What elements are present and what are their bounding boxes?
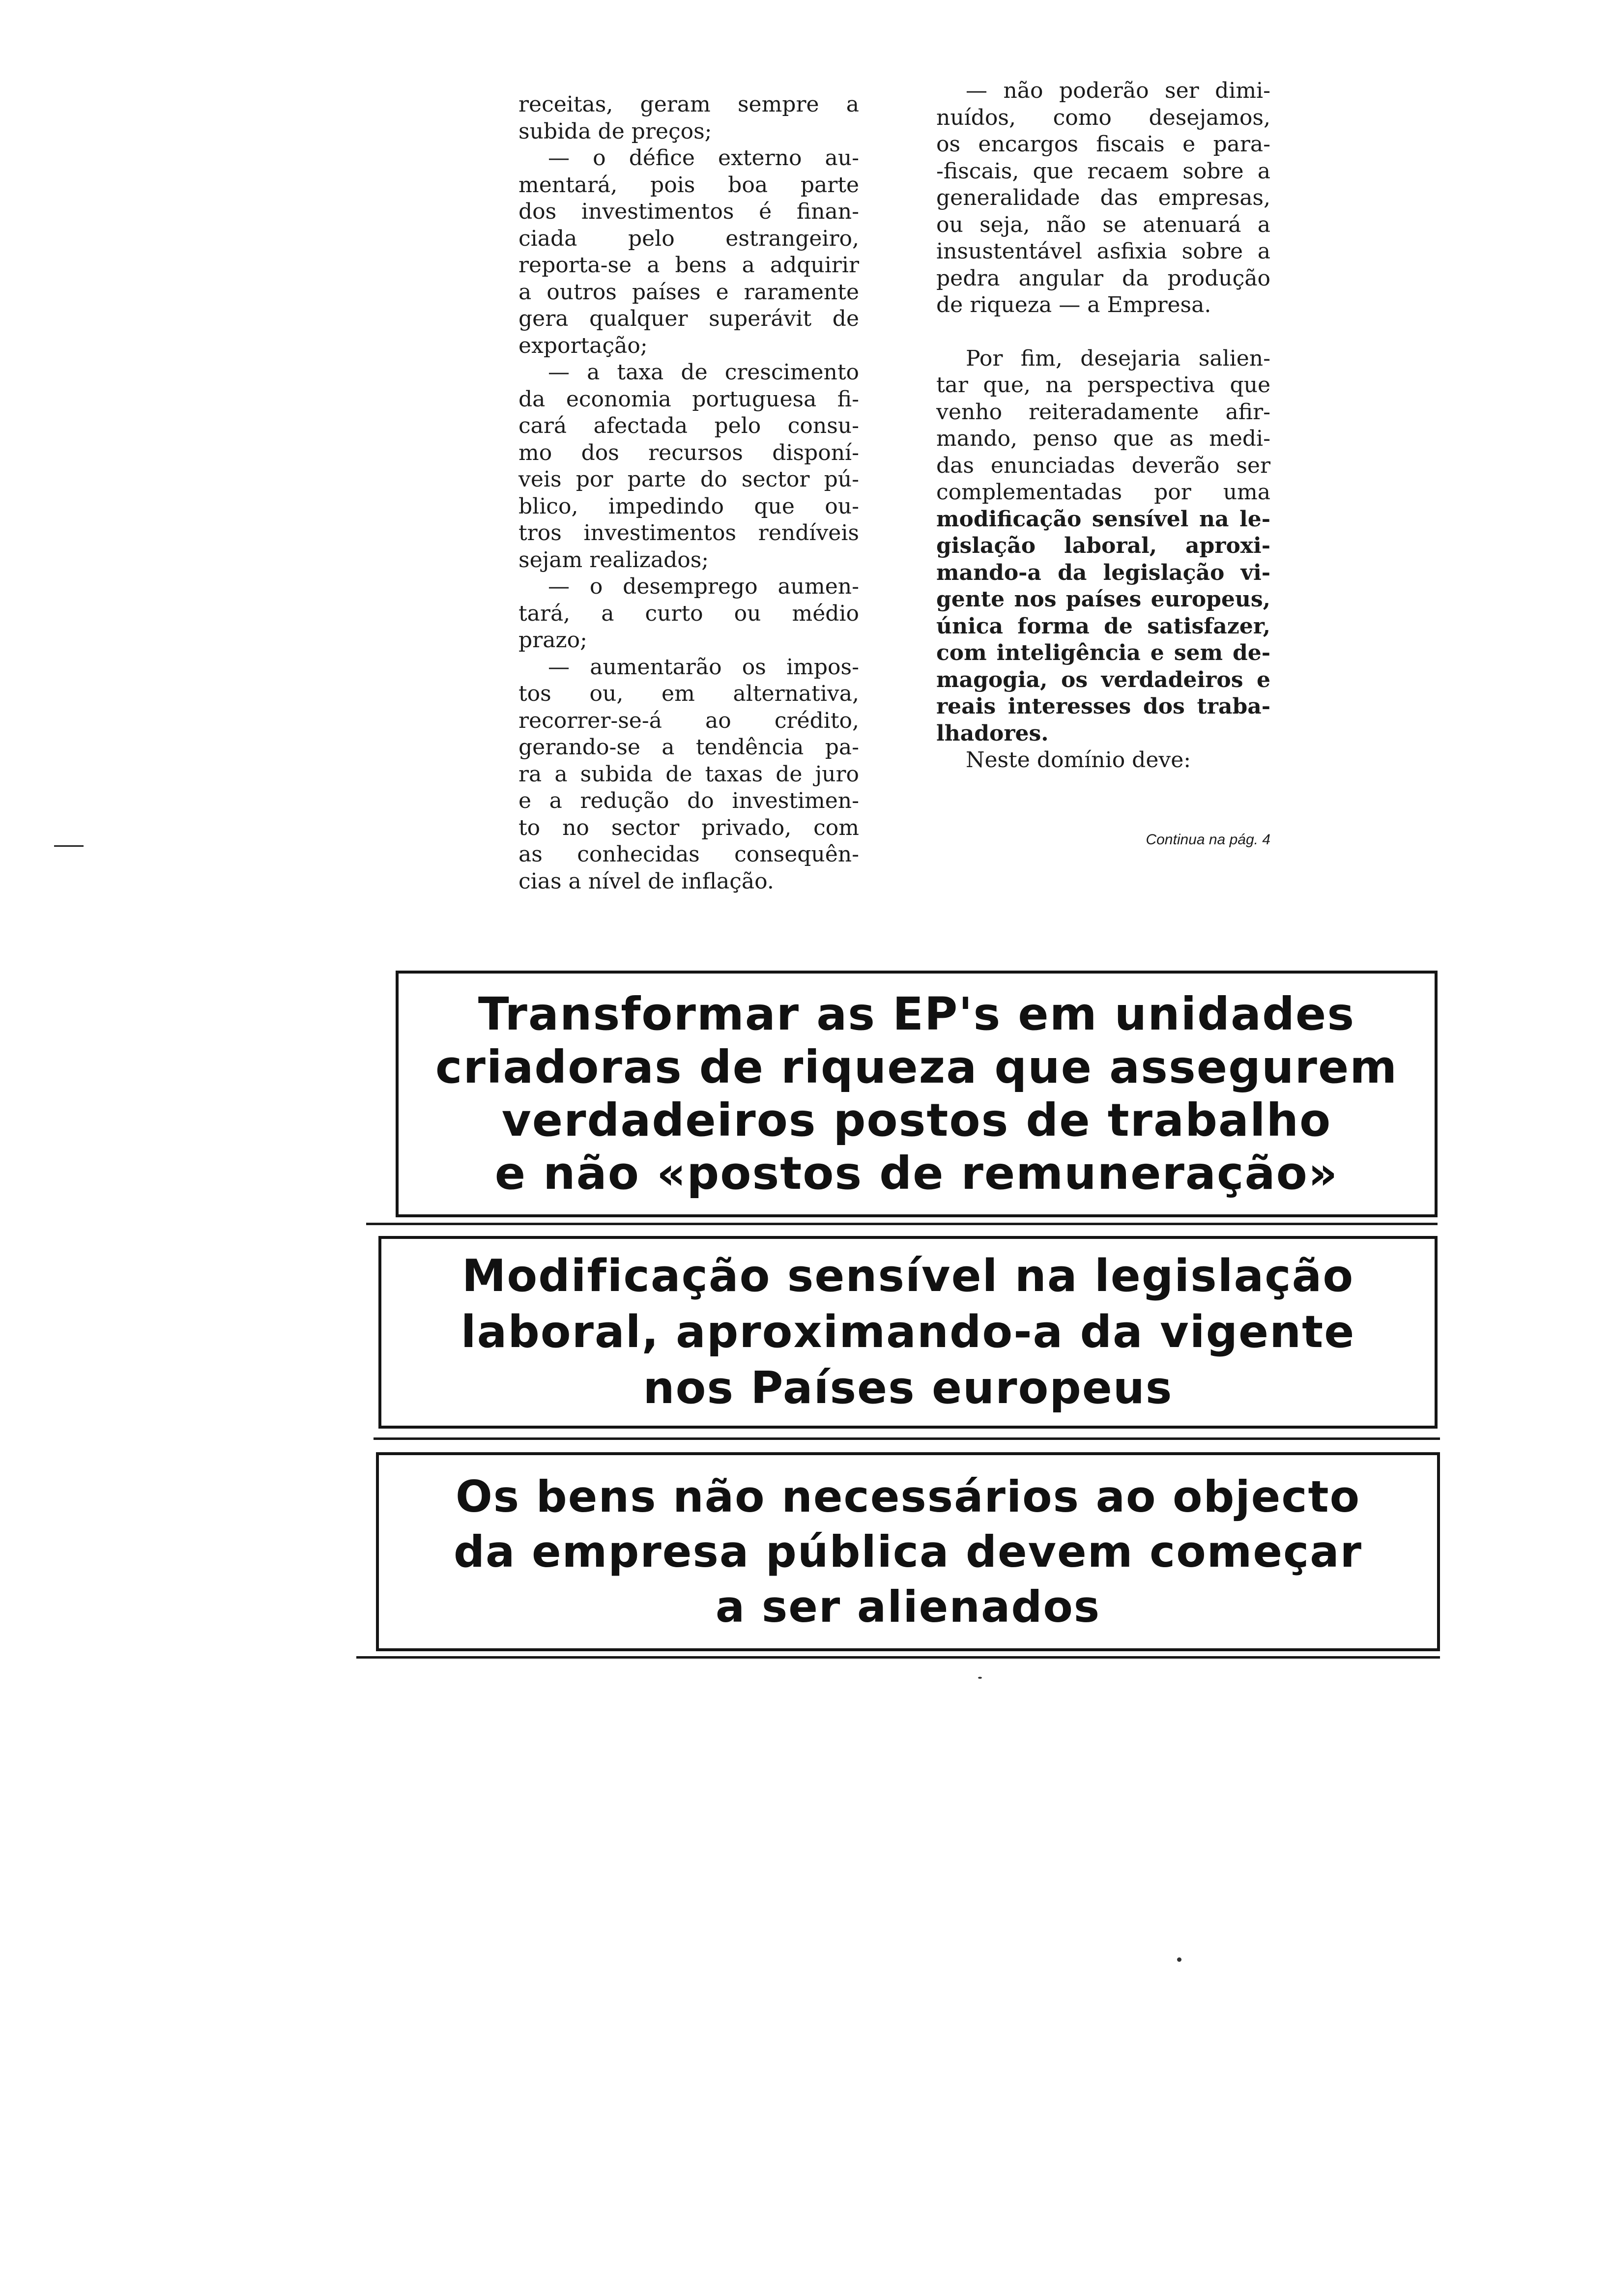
article-line: os encargos fiscais e para- — [936, 132, 1270, 157]
article-line: complementadas por uma — [936, 480, 1270, 505]
headline-box-1 — [396, 971, 1438, 1217]
headline-line: verdadeiros postos de trabalho — [501, 1094, 1332, 1147]
article-line: recorrer-se-á ao crédito, — [518, 708, 859, 733]
article-line: as conhecidas consequên- — [518, 842, 859, 867]
scan-speck — [978, 1677, 982, 1679]
article-line: das enunciadas deverão ser — [936, 453, 1270, 478]
divider-rule — [366, 1223, 1438, 1225]
article-line: — o desemprego aumen- — [548, 574, 859, 599]
headline-box-3 — [376, 1452, 1440, 1651]
headline-line: Transformar as EP's em unidades — [478, 988, 1355, 1040]
article-line-bold: gente nos países europeus, — [936, 587, 1270, 612]
article-line: mentará, pois boa parte — [518, 172, 859, 198]
article-line-bold: gislação laboral, aproxi- — [936, 533, 1270, 558]
article-line-bold: única forma de satisfazer, — [936, 613, 1270, 639]
article-line-bold: modificação sensível na le- — [936, 506, 1270, 532]
article-line: — a taxa de crescimento — [548, 360, 859, 385]
article-line: to no sector privado, com — [518, 815, 859, 840]
article-line-bold: lhadores. — [936, 720, 1049, 746]
headline-line: e não «postos de remuneração» — [494, 1147, 1339, 1200]
continues-note: Continua na pág. 4 — [1146, 832, 1270, 848]
article-line-bold: com inteligência e sem de- — [936, 640, 1270, 665]
article-line: — o défice externo au- — [548, 145, 859, 171]
article-line: ciada pelo estrangeiro, — [518, 226, 859, 251]
headline-line: criadoras de riqueza que assegurem — [435, 1041, 1398, 1093]
article-line: da economia portuguesa fi- — [518, 386, 859, 412]
article-line: subida de preços; — [518, 118, 712, 144]
article-line: insustentável asfixia sobre a — [936, 239, 1270, 264]
article-line: gera qualquer superávit de — [518, 306, 859, 331]
article-line: generalidade das empresas, — [936, 185, 1270, 210]
article-line: tar que, na perspectiva que — [936, 373, 1270, 398]
article-line: cará afectada pelo consu- — [518, 413, 859, 438]
headline-line: Modificação sensível na legislação — [461, 1250, 1354, 1302]
article-line: reporta-se a bens a adquirir — [518, 253, 859, 278]
article-line: a outros países e raramente — [518, 279, 859, 305]
article-column-right — [936, 78, 1270, 774]
headline-line: nos Países europeus — [643, 1362, 1173, 1414]
article-line: -fiscais, que recaem sobre a — [936, 158, 1270, 184]
article-line: dos investimentos é finan- — [518, 199, 859, 224]
article-line: — aumentarão os impos- — [548, 654, 859, 680]
article-line: — não poderão ser dimi- — [966, 78, 1270, 103]
article-line: venho reiteradamente afir- — [936, 399, 1270, 425]
article-line: ou seja, não se atenuará a — [936, 212, 1270, 237]
article-line: cias a nível de inflação. — [518, 868, 774, 894]
article-line: mo dos recursos disponí- — [518, 440, 859, 465]
article-line: receitas, geram sempre a — [518, 92, 859, 117]
paragraph-gap — [936, 319, 1270, 345]
article-line: veis por parte do sector pú- — [518, 467, 859, 492]
article-line: tará, a curto ou médio — [518, 601, 859, 626]
article-line-bold: reais interesses dos traba- — [936, 694, 1270, 719]
article-line: nuídos, como desejamos, — [936, 105, 1270, 130]
divider-rule — [356, 1656, 1440, 1659]
article-line-bold: magogia, os verdadeiros e — [936, 667, 1270, 692]
article-line: exportação; — [518, 333, 648, 358]
article-line: tros investimentos rendíveis — [518, 520, 859, 545]
article-line: Neste domínio deve: — [966, 747, 1191, 773]
headline-line: da empresa pública devem começar — [453, 1526, 1362, 1577]
article-line: e a redução do investimen- — [518, 788, 859, 813]
article-line: tos ou, em alternativa, — [518, 681, 859, 706]
article-line-bold: mando-a da legislação vi- — [936, 560, 1270, 585]
scan-speck — [1177, 1957, 1181, 1962]
headline-box-2 — [378, 1236, 1438, 1429]
article-line: gerando-se a tendência pa- — [518, 735, 859, 760]
article-line: sejam realizados; — [518, 547, 709, 573]
article-line: Por fim, desejaria salien- — [966, 345, 1270, 371]
crop-mark — [54, 845, 84, 847]
headline-line: a ser alienados — [715, 1581, 1101, 1632]
headline-line: Os bens não necessários ao objecto — [455, 1471, 1361, 1522]
article-line: mando, penso que as medi- — [936, 426, 1270, 451]
article-line: blico, impedindo que ou- — [518, 493, 859, 519]
article-line: ra a subida de taxas de juro — [518, 761, 859, 787]
article-line: de riqueza — a Empresa. — [936, 292, 1211, 317]
article-line: pedra angular da produção — [936, 265, 1270, 291]
headline-line: laboral, aproximando-a da vigente — [461, 1306, 1355, 1358]
article-column-left — [518, 91, 859, 895]
article-line: prazo; — [518, 628, 587, 653]
divider-rule — [374, 1437, 1440, 1440]
